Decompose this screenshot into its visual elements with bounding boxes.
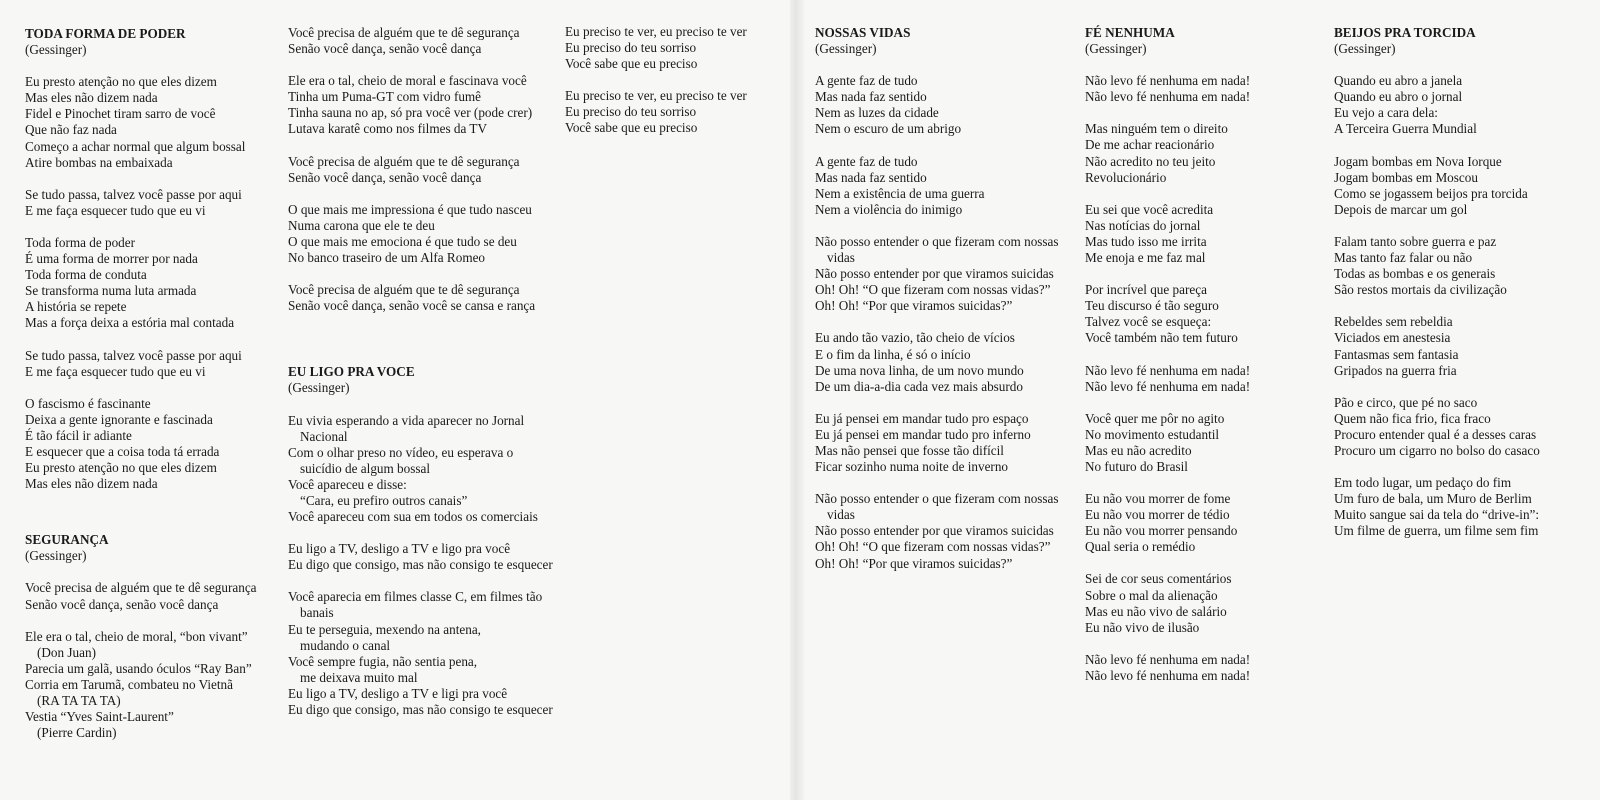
stanza [815, 154, 1080, 218]
song-author: (Gessinger) [815, 41, 877, 57]
lyric-line: vidas [827, 507, 855, 523]
lyric-line: Atire bombas na embaixada [25, 154, 173, 170]
lyric-line: O que mais me emociona é que tudo se deu [288, 233, 517, 249]
lyric-line: Tinha sauna no ap, só pra você ver (pode crer) [288, 105, 533, 121]
lyric-line: Qual seria o remédio [1085, 539, 1196, 555]
song-title: EU LIGO PRA VOCE [288, 364, 415, 380]
lyric-line: Viciados em anestesia [1334, 330, 1451, 346]
stanza [25, 187, 280, 219]
lyric-line: Se tudo passa, talvez você passe por aqui [25, 347, 242, 363]
lyric-line: Gripados na guerra fria [1334, 362, 1457, 378]
lyric-line: Nem o escuro de um abrigo [815, 121, 962, 137]
lyric-line: A Terceira Guerra Mundial [1334, 121, 1477, 137]
lyric-line: Eu vivia esperando a vida aparecer no Jornal [288, 412, 525, 428]
lyric-line: Eu já pensei em mandar tudo pro espaço [815, 410, 1029, 426]
stanzas [25, 74, 280, 492]
lyric-line: Você apareceu com sua em todos os comerciais [288, 509, 538, 525]
lyric-line: Não levo fé nenhuma em nada! [1085, 651, 1251, 667]
lyric-line: A gente faz de tudo [815, 73, 918, 89]
stanza [1085, 202, 1320, 266]
lyric-line: Oh! Oh! “Por que viramos suicidas?” [815, 298, 1013, 314]
lyric-line: Eu sei que você acredita [1085, 201, 1214, 217]
lyric-line: Se transforma numa luta armada [25, 283, 197, 299]
lyric-line: Me enoja e me faz mal [1085, 250, 1206, 266]
lyric-line: Quem não fica frio, fica fraco [1334, 410, 1491, 426]
lyric-line: mudando o canal [300, 637, 391, 653]
stanzas [1085, 73, 1320, 684]
lyric-line: Mas ninguém tem o direito [1085, 121, 1228, 137]
lyric-line: Oh! Oh! “O que fizeram com nossas vidas?” [815, 282, 1051, 298]
stanza [1085, 282, 1320, 346]
lyric-line: E o fim da linha, é só o início [815, 346, 971, 362]
column-4 [815, 25, 1080, 588]
stanza [25, 74, 280, 171]
lyric-line: Eu ligo a TV, desligo a TV e ligi pra você [288, 685, 508, 701]
stanza [25, 348, 280, 380]
lyric-line: Sobre o mal da alienação [1085, 587, 1218, 603]
lyric-line: Vestia “Yves Saint-Laurent” [25, 709, 174, 725]
lyric-line: Mas nada faz sentido [815, 89, 927, 105]
lyric-line: Eu digo que consigo, mas não consigo te esquecer [288, 702, 553, 717]
lyric-line: Mas nada faz sentido [815, 169, 927, 185]
lyric-line: Parecia um galã, usando óculos “Ray Ban” [25, 660, 252, 676]
lyric-line: Você sempre fugia, não sentia pena, [288, 653, 478, 669]
stanza [288, 589, 568, 718]
lyric-line: De um dia-a-dia cada vez mais absurdo [815, 378, 1023, 394]
lyric-line: Muito sangue sai da tela do “drive-in”: [1334, 507, 1540, 523]
lyric-line: Eu não vivo de ilusão [1085, 619, 1200, 635]
song-toda-forma-de-poder [25, 26, 280, 492]
stanza [1334, 154, 1594, 218]
song-nossas-vidas [815, 25, 1080, 572]
stanza [815, 411, 1080, 475]
song-title: BEIJOS PRA TORCIDA [1334, 25, 1476, 40]
lyric-line: Tinha um Puma-GT com vidro fumê [288, 89, 482, 105]
song-eu-ligo-pra-voce [288, 364, 568, 718]
lyric-line: Fantasmas sem fantasia [1334, 346, 1459, 362]
stanza [815, 73, 1080, 137]
lyric-line: Toda forma de conduta [25, 267, 147, 283]
song-seguranca [25, 532, 280, 741]
lyric-line: Eu já pensei em mandar tudo pro inferno [815, 426, 1031, 442]
lyric-line: No banco traseiro de um Alfa Romeo [288, 250, 486, 266]
stanza [1334, 395, 1594, 459]
lyric-line: Não levo fé nenhuma em nada! [1085, 378, 1251, 394]
preciso-te-ver-stanzas [565, 24, 780, 137]
lyric-line: Mas eu não vivo de salário [1085, 603, 1227, 619]
lyric-line: E esquecer que a coisa toda tá errada [25, 443, 220, 459]
stanza [288, 282, 568, 314]
stanza [1334, 234, 1594, 298]
stanza [815, 234, 1080, 314]
stanza [288, 202, 568, 266]
lyric-line: Você precisa de alguém que te dê segurança [25, 580, 257, 596]
lyric-line: Quando eu abro a janela [1334, 73, 1463, 89]
song-title: TODA FORMA DE PODER [25, 26, 186, 41]
lyric-line: É tão fácil ir adiante [25, 427, 132, 443]
lyric-line: Teu discurso é tão seguro [1085, 298, 1219, 314]
lyric-line: Talvez você se esqueça: [1085, 314, 1212, 330]
lyric-line: Você também não tem futuro [1085, 330, 1238, 346]
lyric-line: Senão você dança, senão você dança [288, 41, 482, 57]
lyric-line: Eu não vou morrer de tédio [1085, 507, 1230, 523]
lyric-line: Lutava karatê como nos filmes da TV [288, 121, 487, 137]
lyric-line: Eu presto atenção no que eles dizem [25, 460, 217, 476]
lyric-line: Mas não pensei que fosse tão difícil [815, 442, 1004, 458]
stanza [1085, 73, 1320, 105]
lyric-line: Você aparecia em filmes classe C, em filmes tão [288, 589, 543, 605]
lyric-line: suicídio de algum bossal [300, 460, 431, 476]
lyric-line: Não posso entender o que fizeram com nossas [815, 233, 1059, 249]
lyric-line: Depois de marcar um gol [1334, 201, 1468, 217]
lyric-line: Oh! Oh! “O que fizeram com nossas vidas?” [815, 539, 1051, 555]
lyric-line: Mas eles não dizem nada [25, 476, 158, 492]
lyric-line: Eu preciso do teu sorriso [565, 40, 697, 56]
lyric-line: No movimento estudantil [1085, 426, 1220, 442]
lyric-line: Procuro entender qual é a desses caras [1334, 426, 1537, 442]
song-author: (Gessinger) [25, 42, 87, 58]
lyric-line: Você apareceu e disse: [288, 476, 407, 492]
stanza [565, 88, 780, 136]
stanza [1334, 475, 1594, 539]
lyric-line: Deixa a gente ignorante e fascinada [25, 411, 213, 427]
lyric-line: Não posso entender o que fizeram com nossas [815, 491, 1059, 507]
lyric-line: Numa carona que ele te deu [288, 217, 435, 233]
lyric-line: Eu não vou morrer de fome [1085, 491, 1231, 507]
lyric-line: Um furo de bala, um Muro de Berlim [1334, 491, 1532, 507]
stanzas [815, 73, 1080, 571]
lyric-line: Eu te perseguia, mexendo na antena, [288, 621, 481, 637]
lyric-line: Ele era o tal, cheio de moral e fascinava você [288, 73, 527, 89]
lyric-line: Toda forma de poder [25, 234, 136, 250]
song-beijos-pra-torcida [1334, 25, 1594, 539]
lyric-line: Como se jogassem beijos pra torcida [1334, 185, 1528, 201]
stanzas [288, 413, 568, 719]
song-fe-nenhuma [1085, 25, 1320, 684]
lyric-line: (Pierre Cardin) [37, 725, 117, 741]
lyric-line: Quando eu abro o jornal [1334, 89, 1463, 105]
lyric-line: Ele era o tal, cheio de moral, “bon vivant” [25, 628, 248, 644]
song-author: (Gessinger) [25, 548, 87, 564]
stanza [1334, 314, 1594, 378]
stanza [288, 73, 568, 137]
lyric-line: “Cara, eu prefiro outros canais” [300, 492, 468, 508]
stanzas [25, 580, 280, 741]
lyric-line: Procuro um cigarro no bolso do casaco [1334, 442, 1540, 458]
lyric-line: Mas eles não dizem nada [25, 90, 158, 106]
lyric-line: No futuro do Brasil [1085, 458, 1188, 474]
song-title: SEGURANÇA [25, 532, 109, 548]
column-6 [1334, 25, 1594, 555]
lyric-line: É uma forma de morrer por nada [25, 251, 198, 267]
lyric-line: Falam tanto sobre guerra e paz [1334, 233, 1497, 249]
stanza [288, 541, 568, 573]
column-1 [25, 26, 280, 757]
lyric-line: Você sabe que eu preciso [565, 120, 698, 136]
lyric-line: Que não faz nada [25, 122, 117, 138]
stanza [1085, 571, 1320, 635]
stanza [1085, 121, 1320, 185]
lyric-line: Revolucionário [1085, 169, 1167, 185]
lyric-line: Jogam bombas em Moscou [1334, 169, 1478, 185]
lyric-line: O que mais me impressiona é que tudo nasceu [288, 201, 532, 217]
song-author: (Gessinger) [1085, 41, 1147, 57]
lyric-line: Começo a achar normal que algum bossal [25, 138, 246, 154]
stanza [1085, 491, 1320, 555]
lyric-line: Mas a força deixa a estória mal contada [25, 315, 235, 331]
song-title: NOSSAS VIDAS [815, 25, 911, 40]
lyric-line: Pão e circo, que pé no saco [1334, 394, 1478, 410]
lyric-line: Você precisa de alguém que te dê segurança [288, 25, 520, 40]
lyric-line: Nem a violência do inimigo [815, 201, 963, 217]
lyric-line: Rebeldes sem rebeldia [1334, 314, 1453, 330]
column-5 [1085, 25, 1320, 700]
stanza [288, 413, 568, 526]
stanza [25, 235, 280, 332]
stanzas [1334, 73, 1594, 539]
lyric-line: Nas notícias do jornal [1085, 217, 1201, 233]
lyric-line: me deixava muito mal [300, 669, 418, 685]
column-2 [288, 25, 568, 734]
lyric-line: Eu não vou morrer pensando [1085, 523, 1238, 539]
lyric-line: Você sabe que eu preciso [565, 56, 698, 72]
stanza [25, 580, 280, 612]
lyric-line: Eu presto atenção no que eles dizem [25, 74, 217, 90]
lyric-line: Não acredito no teu jeito [1085, 153, 1216, 169]
lyric-line: Mas tudo isso me irrita [1085, 233, 1207, 249]
lyric-line: Nem a existência de uma guerra [815, 185, 985, 201]
lyric-line: Nacional [300, 428, 348, 444]
lyric-line: Você quer me pôr no agito [1085, 410, 1225, 426]
lyric-line: Todas as bombas e os generais [1334, 266, 1496, 282]
song-title: FÉ NENHUMA [1085, 25, 1175, 40]
lyric-line: A gente faz de tudo [815, 153, 918, 169]
lyric-line: Oh! Oh! “Por que viramos suicidas?” [815, 555, 1013, 571]
stanza [288, 25, 568, 57]
book-gutter [790, 0, 804, 800]
lyric-line: Senão você dança, senão você se cansa e rança [288, 298, 536, 314]
lyric-line: Ficar sozinho numa noite de inverno [815, 459, 1009, 475]
stanza [25, 396, 280, 493]
lyric-line: Não levo fé nenhuma em nada! [1085, 362, 1251, 378]
lyric-line: Você precisa de alguém que te dê segurança [288, 153, 520, 169]
lyric-line: E me faça esquecer tudo que eu vi [25, 363, 206, 379]
lyric-line: vidas [827, 250, 855, 266]
lyric-line: Com o olhar preso no vídeo, eu esperava o [288, 444, 514, 460]
lyric-line: De me achar reacionário [1085, 137, 1215, 153]
lyric-line: Em todo lugar, um pedaço do fim [1334, 475, 1512, 491]
lyric-line: E me faça esquecer tudo que eu vi [25, 202, 206, 218]
lyric-line: Eu digo que consigo, mas não consigo te esquecer [288, 557, 553, 573]
lyric-line: Se tudo passa, talvez você passe por aqui [25, 186, 242, 202]
stanza [1085, 363, 1320, 395]
lyric-line: O fascismo é fascinante [25, 395, 151, 411]
stanza [1085, 411, 1320, 475]
stanza [1085, 652, 1320, 684]
lyric-line: Eu preciso te ver, eu preciso te ver [565, 24, 747, 39]
lyric-line: A história se repete [25, 299, 127, 315]
lyric-line: Eu ando tão vazio, tão cheio de vícios [815, 330, 1015, 346]
lyric-line: Senão você dança, senão você dança [25, 596, 219, 612]
song-author: (Gessinger) [288, 380, 350, 396]
stanza [1334, 73, 1594, 137]
lyric-line: (RA TA TA TA) [37, 693, 121, 708]
lyric-line: Eu vejo a cara dela: [1334, 105, 1438, 121]
column-3 [565, 24, 780, 153]
lyric-line: Não levo fé nenhuma em nada! [1085, 73, 1251, 89]
lyric-line: Eu preciso do teu sorriso [565, 104, 697, 120]
lyric-line: Corria em Tarumã, combateu no Vietnã [25, 676, 233, 692]
lyric-line: Mas eu não acredito [1085, 442, 1192, 458]
lyric-line: Por incrível que pareça [1085, 282, 1207, 298]
lyric-line: Fidel e Pinochet tiram sarro de você [25, 106, 216, 122]
lyric-line: Mas tanto faz falar ou não [1334, 250, 1473, 266]
stanza [25, 629, 280, 742]
seguranca-continued [288, 25, 568, 314]
lyric-line: Não levo fé nenhuma em nada! [1085, 667, 1251, 683]
lyric-line: Você precisa de alguém que te dê segurança [288, 282, 520, 298]
lyric-line: De uma nova linha, de um novo mundo [815, 362, 1024, 378]
lyric-line: São restos mortais da civilização [1334, 282, 1507, 298]
lyric-line: (Don Juan) [37, 644, 96, 660]
lyric-line: Não levo fé nenhuma em nada! [1085, 89, 1251, 105]
lyric-line: Um filme de guerra, um filme sem fim [1334, 523, 1539, 539]
song-author: (Gessinger) [1334, 41, 1396, 57]
lyric-line: Nem as luzes da cidade [815, 105, 939, 121]
stanza [565, 24, 780, 72]
lyric-line: banais [300, 605, 334, 621]
stanza [815, 491, 1080, 571]
lyric-line: Sei de cor seus comentários [1085, 571, 1232, 587]
lyric-line: Eu ligo a TV, desligo a TV e ligo pra você [288, 541, 511, 557]
lyric-line: Eu preciso te ver, eu preciso te ver [565, 88, 747, 104]
lyric-line: Não posso entender por que viramos suicidas [815, 266, 1054, 282]
stanza [815, 330, 1080, 394]
lyric-line: Jogam bombas em Nova Iorque [1334, 153, 1502, 169]
lyric-line: Senão você dança, senão você dança [288, 169, 482, 185]
lyric-line: Não posso entender por que viramos suicidas [815, 523, 1054, 539]
stanza [288, 154, 568, 186]
